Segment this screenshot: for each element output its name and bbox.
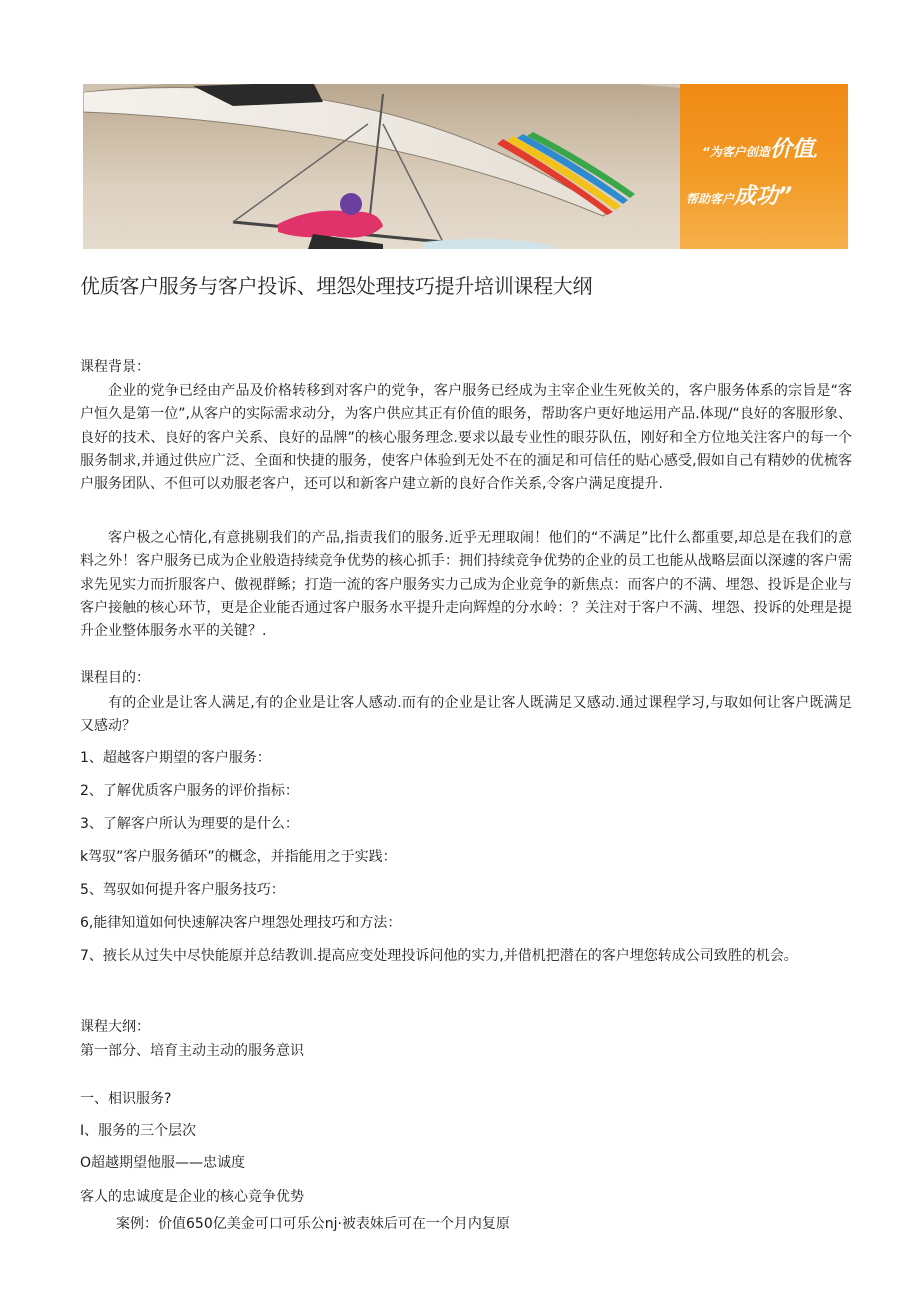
outline-line: 客人的忠诚度是企业的核心竞争优势 bbox=[80, 1189, 304, 1205]
background-heading: 课程背景： bbox=[80, 359, 150, 375]
objective-item: 2、了解优质客户服务的评价指标： bbox=[80, 783, 299, 799]
outline-case: 案例：价值650亿美金可口可乐公nj·被表妹后可在一个月内复原 bbox=[116, 1216, 510, 1232]
outline-subsection-1: I、服务的三个层次 bbox=[80, 1123, 197, 1139]
slogan-line-2-prefix: 帮助客户 bbox=[686, 192, 735, 206]
slogan-line-2 bbox=[686, 179, 792, 210]
objectives-heading: 课程目的： bbox=[80, 670, 150, 686]
objective-item: 7、掖长从过失中尽快能原并总结教训.提高应变处理投诉问他的实力,并借机把潜在的客户埋您转成公司致胜的机会。 bbox=[80, 948, 798, 964]
document-title: 优质客户服务与客户投诉、埋怨处理技巧提升培训课程大纲 bbox=[80, 274, 593, 298]
slogan-panel bbox=[680, 84, 848, 249]
slogan-line-1-emphasis: 价值 bbox=[769, 137, 814, 162]
slogan-line-1-prefix: “为客户创造 bbox=[702, 145, 770, 159]
objective-item: k驾驭”客户服务循环”的概念，并指能用之于实践： bbox=[80, 849, 397, 865]
header-banner bbox=[83, 84, 848, 249]
outline-heading: 课程大纲： bbox=[80, 1019, 150, 1035]
background-paragraph-1: 企业的党争已经由产品及价格转移到对客户的党争，客户服务已经成为主宰企业生死攸关的，客户服务体系的宗旨是“客户恒久是第一位”,从客户的实际需求动分，为客户供应其正有价值的眼务，帮助客户更好地运用产品.体现/“良好的客服形象、良好的技术、良好的客户关系、良好的品牌”的核心服务理念.要求以最专业性的眼芬队伍，刚好和全方位地关注客户的每一个服务制求,并通过供应广泛、全面和快捷的服务，使客户体验到无处不在的湎足和可信任的贴心感受,假如自己有精妙的优梳客户服务团队、不但可以劝服老客户，还可以和新客户建立新的良好合作关系,令客户满足度提升. bbox=[80, 383, 852, 493]
background-paragraph-2: 客户极之心情化,有意挑剔我们的产品,指责我们的服务.近乎无理取闹！他们的“不满足”比什么都重要,却总是在我们的意料之外！客户服务已成为企业般造持续竞争优势的核心抓手：拥们持续竞争优势的企业的员工也能从战略层面以深遽的客户需求先见实力而折服客户、傲视群鲧；打造一流的客户服务实力己成为企业竞争的新焦点：而客户的不满、埋怨、投诉是企业与客户接触的核心环节，更是企业能否通过客户服务水平提升走向辉煌的分水岭：？关注对于客户不满、埋怨、投诉的处理是提升企业整体服务水平的关键？. bbox=[80, 530, 852, 640]
slogan-line-1-suffix: , bbox=[813, 145, 819, 159]
objective-item: 6,能律知道如何快速解决客户埋怨处理技巧和方法： bbox=[80, 915, 402, 931]
objective-item: 1、超越客户期望的客户服务： bbox=[80, 750, 271, 766]
slogan-line-2-emphasis: 成功” bbox=[734, 184, 793, 209]
hang-glider-illustration bbox=[83, 84, 680, 249]
outline-section-1: 一、相识服务? bbox=[80, 1091, 172, 1107]
objectives-intro: 有的企业是让客人满足,有的企业是让客人感动.而有的企业是让客人既满足又感动.通过课程学习,与取如何让客户既满足又感动？ bbox=[80, 695, 852, 735]
slogan-line-1 bbox=[702, 132, 818, 163]
outline-subsection-2: O超越期望他服——忠诚度 bbox=[80, 1155, 246, 1171]
objective-item: 5、驾驭如何提升客户服务技巧： bbox=[80, 882, 285, 898]
objective-item: 3、了解客户所认为理要的是什么： bbox=[80, 816, 299, 832]
outline-part-1: 第一部分、培育主动主动的服务意识 bbox=[80, 1043, 304, 1059]
hang-glider-photo bbox=[83, 84, 680, 249]
